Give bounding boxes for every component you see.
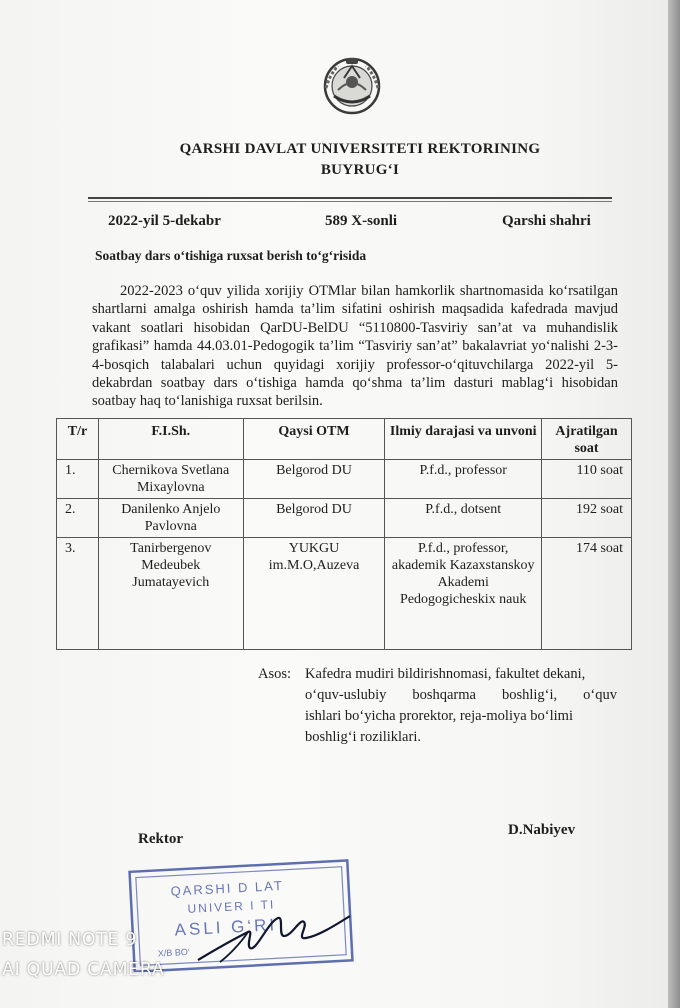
teachers-table xyxy=(56,418,632,650)
camera-watermark: REDMI NOTE 9 xyxy=(2,930,138,950)
table-row xyxy=(57,499,632,538)
header-cell-degree: Ilmiy darajasi va unvoni xyxy=(385,419,542,460)
row-university: Belgorod DU xyxy=(243,499,385,538)
decree-body: 2022-2023 o‘quv yilida xorijiy OTMlar bilan hamkorlik shartnomasida ko‘rsatilgan shartlarni amalga oshirish hamda ta’lim sifatini oshirish maqsadida kafedrada mavjud vakant soatlari hisobidan QarDU-BelDU “5110800-Tasviriy san’at va muhandislik grafikasi” hamda 44.03.01-Pedogogik ta’lim “Tasviriy san’at” bakalavriat yo‘nalishi 2-3-4-bosqich talabalari uchun quyidagi xorijiy professor-o‘qituvchilarga 2022-yil 5-dekabrdan soatbay dars o‘tishiga hamda qo‘shma ta’lim dasturi mablag‘i hisobidan soatbay haq to‘lanishiga ruxsat berilsin. xyxy=(92,283,618,410)
header-cell-name: F.I.Sh. xyxy=(98,419,243,460)
header-cell-hours: Ajratilgan soat xyxy=(542,419,632,460)
basis-line: boshlig‘i roziliklari. xyxy=(305,729,421,745)
stamp-line: QARSHI D LAT xyxy=(170,877,285,899)
decree-title: QARSHI DAVLAT UNIVERSITETI REKTORINING xyxy=(179,141,541,157)
row-name: Danilenko Anjelo Pavlovna xyxy=(98,499,243,538)
row-index: 2. xyxy=(57,499,99,538)
decree-number: 589 X-sonli xyxy=(325,213,398,229)
page-edge-shadow xyxy=(668,0,680,1008)
table-row xyxy=(57,460,632,499)
table-row xyxy=(57,538,632,650)
signer-title: Rektor xyxy=(138,831,183,847)
row-hours: 110 soat xyxy=(542,460,632,499)
header-divider-thin xyxy=(88,201,612,202)
row-university: YUKGU im.M.O,Auzeva xyxy=(243,538,385,650)
row-degree: P.f.d., dotsent xyxy=(385,499,542,538)
decree-city: Qarshi shahri xyxy=(502,213,591,229)
basis-line: Kafedra mudiri bildirishnomasi, fakultet dekani, xyxy=(305,666,586,682)
basis-line: ishlari bo‘yicha prorektor, reja-moliya bo‘limi xyxy=(305,708,573,724)
stamp-line: ASLI G‘RI xyxy=(174,915,278,940)
row-index: 1. xyxy=(57,460,99,499)
row-name: Chernikova Svetlana Mixaylovna xyxy=(98,460,243,499)
camera-watermark: AI QUAD CAMERA xyxy=(2,960,165,980)
row-degree: P.f.d., professor, akademik Kazaxstanskoy Akademi Pedogogicheskix nauk xyxy=(385,538,542,650)
basis-line: o‘quv-uslubiy boshqarma boshlig‘i, o‘quv xyxy=(305,687,617,703)
header-cell-university: Qaysi OTM xyxy=(243,419,385,460)
signer-name: D.Nabiyev xyxy=(508,822,576,838)
table-header-row xyxy=(57,419,632,460)
row-hours: 174 soat xyxy=(542,538,632,650)
row-index: 3. xyxy=(57,538,99,650)
header-cell-index: T/r xyxy=(57,419,99,460)
stamp-line: X/B BO‘ xyxy=(157,946,191,959)
row-hours: 192 soat xyxy=(542,499,632,538)
row-degree: P.f.d., professor xyxy=(385,460,542,499)
basis-label: Asos: xyxy=(258,666,292,682)
header-divider xyxy=(88,197,612,199)
stamp-line: UNIVER I TI xyxy=(187,897,276,916)
decree-subject: Soatbay dars o‘tishiga ruxsat berish to‘g‘risida xyxy=(95,248,367,263)
official-stamp xyxy=(128,852,358,972)
decree-subtitle: BUYRUG‘I xyxy=(320,162,400,178)
decree-date: 2022-yil 5-dekabr xyxy=(108,213,221,229)
state-emblem-icon xyxy=(318,54,386,116)
basis-text xyxy=(305,664,617,748)
row-university: Belgorod DU xyxy=(243,460,385,499)
row-name: Tanirbergenov Medeubek Jumatayevich xyxy=(98,538,243,650)
